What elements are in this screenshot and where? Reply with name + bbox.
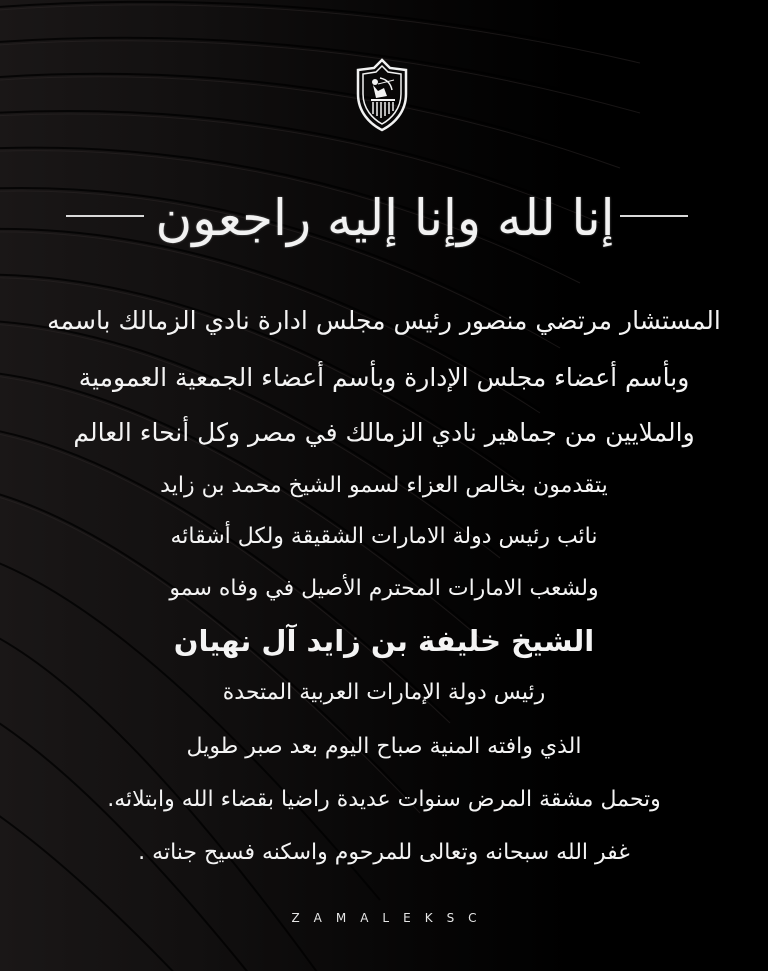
zamalek-crest-logo — [354, 58, 410, 132]
message-line-3: والملايين من جماهير نادي الزمالك في مصر وكل أنحاء العالم — [73, 418, 695, 447]
message-line-5: نائب رئيس دولة الامارات الشقيقة ولكل أشقائه — [170, 524, 598, 549]
message-line-2: وبأسم أعضاء مجلس الإدارة وبأسم أعضاء الجمعية العمومية — [78, 363, 690, 392]
message-line-10: وتحمل مشقة المرض سنوات عديدة راضيا بقضاء الله وابتلائه. — [107, 787, 661, 812]
message-line-8: رئيس دولة الإمارات العربية المتحدة — [222, 680, 546, 705]
message-line-1: المستشار مرتضي منصور رئيس مجلس ادارة نادي الزمالك باسمه — [47, 306, 721, 335]
footer-brand: ZAMALEKSC — [291, 911, 491, 925]
deceased-name-heading: الشيخ خليفة بن زايد آل نهيان — [173, 624, 595, 658]
message-line-6: ولشعب الامارات المحترم الأصيل في وفاه سمو — [169, 576, 599, 601]
message-line-9: الذي وافته المنية صباح اليوم بعد صبر طويل — [186, 734, 582, 759]
message-line-4: يتقدمون بخالص العزاء لسمو الشيخ محمد بن زايد — [160, 473, 608, 498]
calligraphy-title: إنا لله وإنا إليه راجعون — [155, 189, 615, 247]
shield-crest-icon — [354, 58, 410, 132]
title-divider-right — [620, 215, 688, 217]
calligraphy-title-row — [0, 168, 768, 268]
title-divider-left — [66, 215, 144, 217]
message-line-11: غفر الله سبحانه وتعالى للمرحوم واسكنه فسيح جناته . — [138, 840, 630, 865]
